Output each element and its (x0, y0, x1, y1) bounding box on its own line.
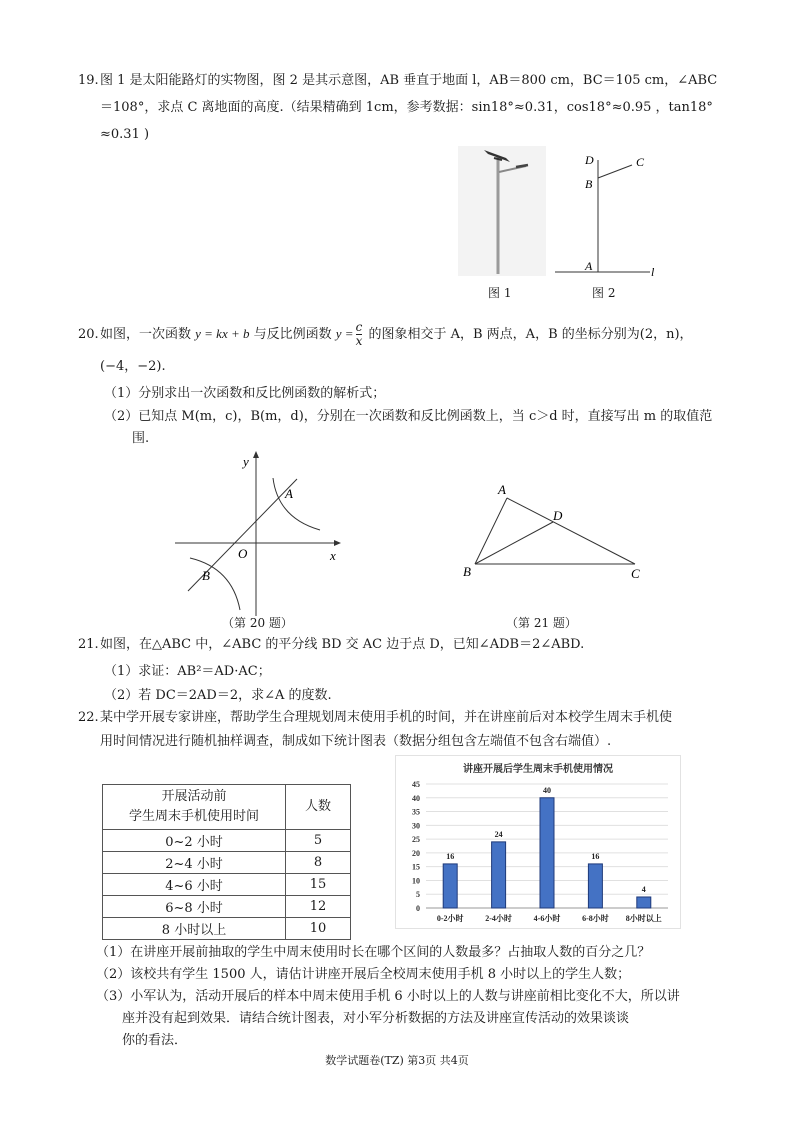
fraction-denominator: x (355, 334, 363, 348)
q21-part-2: （2）若 DC＝2AD＝2，求∠A 的度数. (104, 688, 332, 703)
bar-chart-svg (396, 756, 680, 928)
table-row (103, 874, 351, 896)
q22-part-2: （2）该校共有学生 1500 人，请估计讲座开展后全校周末使用手机 8 小时以上的学生人数； (96, 967, 631, 982)
q19-line-3: ≈0.31 ) (100, 127, 150, 142)
y-tick-label: 35 (412, 807, 420, 817)
header-line-1: 开展活动前 (161, 789, 227, 804)
q20-part-2-line-2: 围. (132, 431, 150, 446)
solar-street-light-image (458, 146, 546, 276)
label-b: B (585, 177, 593, 191)
header-line-2: 学生周末手机使用时间 (128, 809, 259, 824)
label-o: O (238, 546, 248, 561)
header-count: 人数 (286, 785, 351, 830)
q21-text-1: 如图，在△ABC 中，∠ABC 的平分线 BD 交 AC 边于点 D，已知∠ADB＝2∠ABD. (100, 637, 585, 652)
bar-data-label: 16 (591, 851, 600, 861)
q20-figure (170, 448, 350, 618)
x-tick-label: 2-4小时 (485, 914, 512, 923)
cell-range: 8 小时以上 (103, 918, 286, 940)
y-tick-label: 20 (412, 848, 420, 858)
hyperbola-branch-1 (273, 478, 320, 530)
cell-count: 15 (286, 874, 351, 896)
table-header-row (103, 785, 351, 830)
q19-figure-2-diagram (550, 146, 670, 281)
hyperbola-branch-2 (190, 558, 240, 610)
label-y: y (243, 454, 249, 469)
cell-count: 5 (286, 830, 351, 852)
bar (443, 864, 457, 908)
y-tick-label: 25 (412, 835, 420, 845)
q22-part-3-line-2: 座并没有起到效果．请结合统计图表，对小军分析数据的方法及讲座宣传活动的效果谈谈 (122, 1011, 630, 1026)
q22-part-3-line-3: 你的看法． (122, 1033, 188, 1048)
y-tick-label: 30 (412, 821, 420, 831)
q19-text-1: 图 1 是太阳能路灯的实物图，图 2 是其示意图，AB 垂直于地面 l，AB＝800 cm，BC＝105 cm，∠ABC (100, 73, 718, 88)
label-b: B (463, 564, 471, 579)
label-a: A (498, 482, 506, 497)
q22-part-3-line-1: （3）小军认为，活动开展后的样本中周末使用手机 6 小时以上的人数与讲座前相比变化不大，所以讲 (96, 989, 680, 1004)
cell-range: 2~4 小时 (103, 852, 286, 874)
q19-figure-1-photo (458, 146, 546, 276)
before-activity-table (102, 784, 351, 940)
cell-range: 0~2 小时 (103, 830, 286, 852)
x-tick-label: 8小时以上 (625, 914, 662, 923)
inverse-function-lhs: y = (335, 326, 354, 341)
label-x: x (330, 548, 336, 563)
bar (588, 864, 602, 908)
q21-figure (455, 478, 655, 588)
y-tick-label: 15 (412, 862, 420, 872)
header-usage-time (103, 785, 286, 830)
q21-part-1: （1）求证：AB²＝AD·AC； (104, 664, 271, 679)
table-row (103, 896, 351, 918)
bar (637, 897, 651, 908)
q20-line-2: (−4，−2). (100, 359, 166, 374)
q22-part-1: （1）在讲座开展前抽取的学生中周末使用时长在哪个区间的人数最多？占抽取人数的百分之几？ (96, 945, 651, 960)
x-tick-label: 6-8小时 (582, 914, 609, 923)
inverse-function-fraction (356, 321, 363, 348)
x-tick-label: 4-6小时 (533, 914, 561, 923)
label-d: D (585, 153, 594, 167)
cell-count: 10 (286, 918, 351, 940)
y-tick-label: 40 (412, 793, 420, 803)
label-c: C (631, 566, 640, 581)
q20-text-a: 如图，一次函数 (100, 327, 196, 342)
label-d: D (553, 508, 563, 523)
cell-range: 6~8 小时 (103, 896, 286, 918)
label-c: C (636, 155, 645, 169)
after-lecture-bar-chart (395, 755, 681, 929)
q21-line-1 (78, 636, 584, 654)
bar-data-label: 4 (641, 884, 646, 894)
q21-figure-caption: （第 21 题） (506, 616, 577, 630)
q19-number: 19. (78, 73, 99, 88)
q20-number: 20. (78, 327, 99, 342)
x-tick-label: 0-2小时 (436, 914, 464, 923)
table-row (103, 918, 351, 940)
q22-number: 22. (78, 710, 99, 725)
bar-data-label: 16 (446, 851, 455, 861)
q20-part-1: （1）分别求出一次函数和反比例函数的解析式； (104, 386, 386, 401)
q19-figure-2-caption: 图 2 (592, 286, 616, 300)
q20-part-2-line-1: （2）已知点 M(m，c)，B(m，d)，分别在一次函数和反比例函数上，当 c＞d 时，直接写出 m 的取值范 (104, 409, 713, 424)
label-b: B (202, 568, 210, 583)
bar-data-label: 24 (494, 829, 503, 839)
q19-line-2: ＝108°，求点 C 离地面的高度.（结果精确到 1cm，参考数据：sin18°≈0.31，cos18°≈0.95 ，tan18° (100, 100, 713, 115)
q22-line-2: 用时间情况进行随机抽样调查，制成如下统计图表（数据分组包含左端值不包含右端值）. (100, 734, 612, 749)
q21-number: 21. (78, 637, 99, 652)
side-ab (475, 498, 507, 564)
page-footer: 数学试题卷(TZ) 第3页 共4页 (325, 1054, 469, 1067)
q20-figure-caption: （第 20 题） (222, 616, 293, 630)
q20-text-c: 的图象相交于 A，B 两点，A，B 的坐标分别为(2，n)， (364, 327, 693, 342)
table-row (103, 830, 351, 852)
table-row (103, 852, 351, 874)
q22-line-1 (78, 709, 672, 727)
fraction-numerator: c (355, 320, 363, 334)
q22-text-1: 某中学开展专家讲座，帮助学生合理规划周末使用手机的时间，并在讲座前后对本校学生周末手机使 (100, 710, 673, 725)
cell-range: 4~6 小时 (103, 874, 286, 896)
line-bc (598, 165, 632, 178)
cell-count: 12 (286, 896, 351, 918)
q20-text-b: 与反比例函数 (249, 327, 336, 342)
linear-function-formula: y = kx + b (195, 326, 250, 341)
y-tick-label: 45 (412, 780, 420, 789)
side-ac (507, 498, 635, 564)
q19-figure-1-caption: 图 1 (488, 286, 512, 300)
y-tick-label: 10 (412, 876, 420, 886)
bisector-bd (475, 522, 553, 564)
chart-title: 讲座开展后学生周末手机使用情况 (463, 764, 613, 775)
label-l: l (651, 265, 655, 279)
cell-count: 8 (286, 852, 351, 874)
q20-line-1 (78, 321, 693, 348)
label-a: A (285, 486, 293, 501)
bar (492, 842, 506, 908)
y-tick-label: 0 (416, 904, 420, 913)
label-a: A (585, 259, 593, 273)
bar (540, 798, 554, 908)
q19-line-1 (78, 72, 717, 90)
y-tick-label: 5 (416, 890, 420, 900)
bar-data-label: 40 (543, 785, 551, 795)
